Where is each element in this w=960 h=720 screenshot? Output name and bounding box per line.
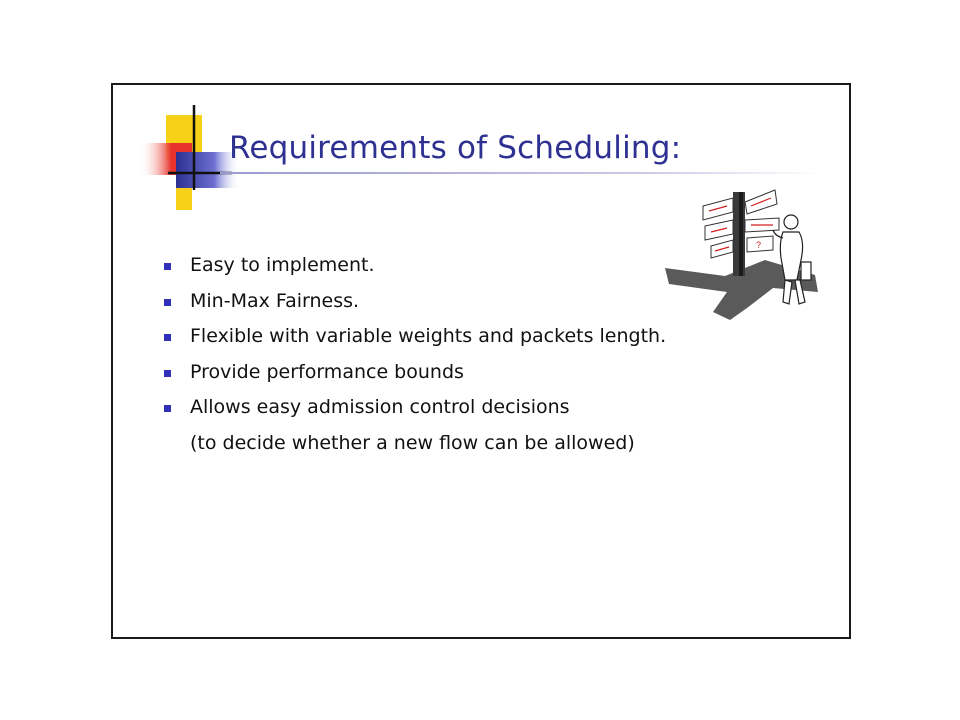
bullet-text: (to decide whether a new flow can be allowed) xyxy=(190,431,635,454)
bullet-square-icon xyxy=(164,405,171,412)
signpost-person-clipart-icon xyxy=(655,180,835,320)
bullet-text: Allows easy admission control decisions xyxy=(190,396,570,418)
bullet-square-icon xyxy=(164,299,171,306)
bullet-square-icon xyxy=(164,370,171,377)
bullet-text: Easy to implement. xyxy=(190,254,375,276)
sign-question-mark: ? xyxy=(756,240,762,250)
bullet-square-icon xyxy=(164,263,171,270)
title-underline xyxy=(220,172,820,174)
bullet-text: Min-Max Fairness. xyxy=(190,289,360,312)
slide-title: Requirements of Scheduling: xyxy=(229,130,682,166)
bullet-text: Flexible with variable weights and packets length. xyxy=(190,325,667,347)
bullet-text: Provide performance bounds xyxy=(190,360,464,383)
bullet-square-icon xyxy=(164,334,171,341)
decorative-squares-logo-icon xyxy=(140,100,240,220)
